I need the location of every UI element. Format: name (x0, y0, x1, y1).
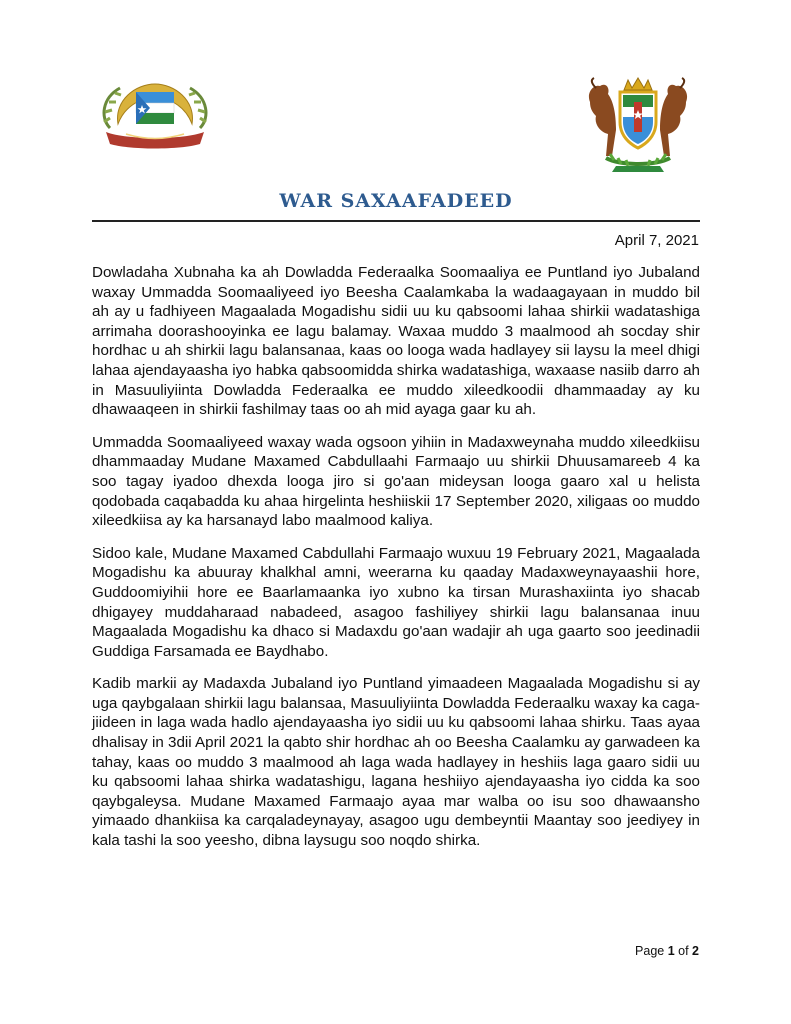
paragraph-2: Ummadda Soomaaliyeed waxay wada ogsoon yihiin in Madaxweynaha muddo xileedkiisu dhammaaday Mudane Maxamed Cabdullaahi Farmaajo uu shirkii Dhuusamareeb 4 ka soo tagay iyadoo dhexda looga jiro si go'aan mideysan looga gaaro xal u helista qodobada caqabadda ku ahaa hirgelinta heshiiskii 17 September 2020, xiligaas oo muddo xileedkiisa ay ka harsanayd labo maalmood kaliya. (92, 433, 700, 530)
puntland-coat-of-arms-icon (96, 78, 214, 152)
page-title: WAR SAXAAFADEED (279, 190, 513, 212)
paragraph-4: Kadib markii ay Madaxda Jubaland iyo Puntland yimaadeen Magaalada Mogadishu si ay uga qaybgalaan shirkii lagu balansaa, Masuuliyiinta Dowladda Federaalku waxay ka caga-jiideen in laga wada hadlo ajendayaasha iyo sidii uu ku qabsoomi lahaa shirku. Taas ayaa dhalisay in 3dii April 2021 la qabto shir hordhac ah oo Beesha Caalamku ay garwadeen ka tahay, kaas oo muddo 3 maalmood ah laga wada hadlayey in heshiis laga gaaro sidii uu ku qabsoomi lahaa shirka wadatashigu, lagana heshiiyo ajendayaasha iyo cidda ka soo qaybgaleysa. Mudane Maxamed Farmaajo ayaa mar walba oo isu soo dhawaansho yimaado dhankiisa ka carqaladeynayay, asagoo ugu dembeyntii Maantay soo jeediyey in kala tashi la soo yeesho, dibna laysugu soo noqdo shirka. (92, 675, 700, 850)
title-divider (92, 220, 700, 222)
page-number (635, 944, 699, 958)
page-number-total: 2 (692, 944, 699, 958)
paragraph-1: Dowladaha Xubnaha ka ah Dowladda Federaalka Soomaaliya ee Puntland iyo Jubaland waxay Ummadda Soomaaliyeed iyo Beesha Caalamkaba la wadaagayaan in muddo bil ah ay u fadhiyeen Magaalada Mogadishu sidii uu ku qabsoomi lahaa shirkii wadatashiga arrimaha doorashooyinka ee lagu balamay. Waxaa muddo 3 maalmood ah socday shir hordhac u ah shirkii lagu balansanaa, kaas oo looga wada hadlayey sii laysu la meel dhigi lahaa ajendayaasha iyo habka qabsoomidda shirka wadatashiga, waxaase nasiib darro ah in Masuuliyiinta Dowladda Federaalka ee muddo xileedkoodii dhammaaday ay ku dhawaaqeen in shirkii fashilmay taas oo ah mid ayaga gaar ku ah. (92, 264, 700, 419)
paragraph-3: Sidoo kale, Mudane Maxamed Cabdullahi Farmaajo wuxuu 19 February 2021, Magaalada Mogadishu ka abuuray khalkhal amni, weerarna ku qaaday Madaxweynayaashii hore, Guddoomiyihii hore ee Baarlamaanka iyo xubno ka tirsan Murashaxiinta iyo shacab dhigayey muddaharaad nabadeed, asagoo fashiliyey shirkii lagu balansanaa inuu Magaalada Mogadishu ka dhaco si Madaxdu go'aan wadajir ah uga gaarto soo jeedinadii Guddiga Farsamada ee Baydhabo. (92, 544, 700, 660)
page-number-prefix: Page (635, 944, 668, 958)
page-number-current: 1 (667, 944, 675, 958)
page-number-separator: of (674, 944, 693, 958)
jubaland-coat-of-arms-icon (576, 72, 700, 176)
press-release-body (92, 263, 700, 864)
release-date: April 7, 2021 (614, 232, 699, 249)
